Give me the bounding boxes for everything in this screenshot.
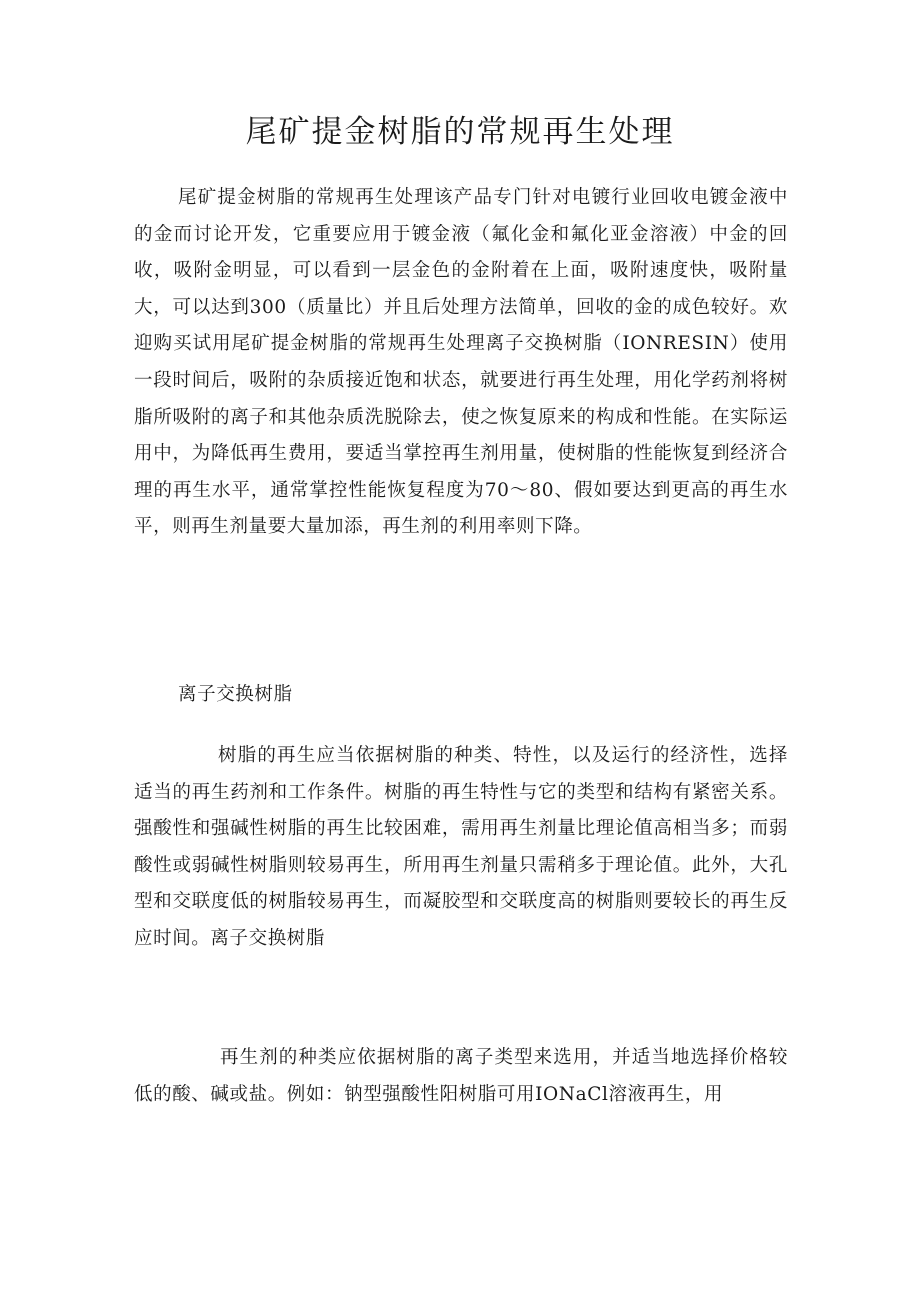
section-heading: 离子交换树脂 [178, 684, 293, 705]
document-title: 尾矿提金树脂的常规再生处理 [245, 114, 675, 150]
paragraph-intro: 尾矿提金树脂的常规再生处理该产品专门针对电镀行业回收电镀金液中的金而讨论开发，它重要应用于镀金液（氟化金和氟化亚金溶液）中金的回收，吸附金明显，可以看到一层金色的金附着在上面，吸附速度快，吸附量大，可以达到300（质量比）并且后处理方法简单，回收的金的成色较好。欢迎购买试用尾矿提金树脂的常规再生处理离子交换树脂（IONRESIN）使用一段时间后，吸附的杂质接近饱和状态，就要进行再生处理，用化学药剂将树脂所吸附的离子和其他杂质洗脱除去，使之恢复原来的构成和性能。在实际运用中，为降低再生费用，要适当掌控再生剂用量，使树脂的性能恢复到经济合理的再生水平，通常掌控性能恢复程度为70～80、假如要达到更高的再生水平，则再生剂量要大量加添，再生剂的利用率则下降。 [134, 187, 788, 538]
paragraph-regeneration-characteristics: 树脂的再生应当依据树脂的种类、特性，以及运行的经济性，选择适当的再生药剂和工作条件。树脂的再生特性与它的类型和结构有紧密关系。强酸性和强碱性树脂的再生比较困难，需用再生剂量比理论值高相当多；而弱酸性或弱碱性树脂则较易再生，所用再生剂量只需稍多于理论值。此外，大孔型和交联度低的树脂较易再生，而凝胶型和交联度高的树脂则要较长的再生反应时间。离子交换树脂 [134, 745, 788, 949]
paragraph-regenerant-selection: 再生剂的种类应依据树脂的离子类型来选用，并适当地选择价格较低的酸、碱或盐。例如：钠型强酸性阳树脂可用IONaCl溶液再生，用 [134, 1047, 788, 1105]
